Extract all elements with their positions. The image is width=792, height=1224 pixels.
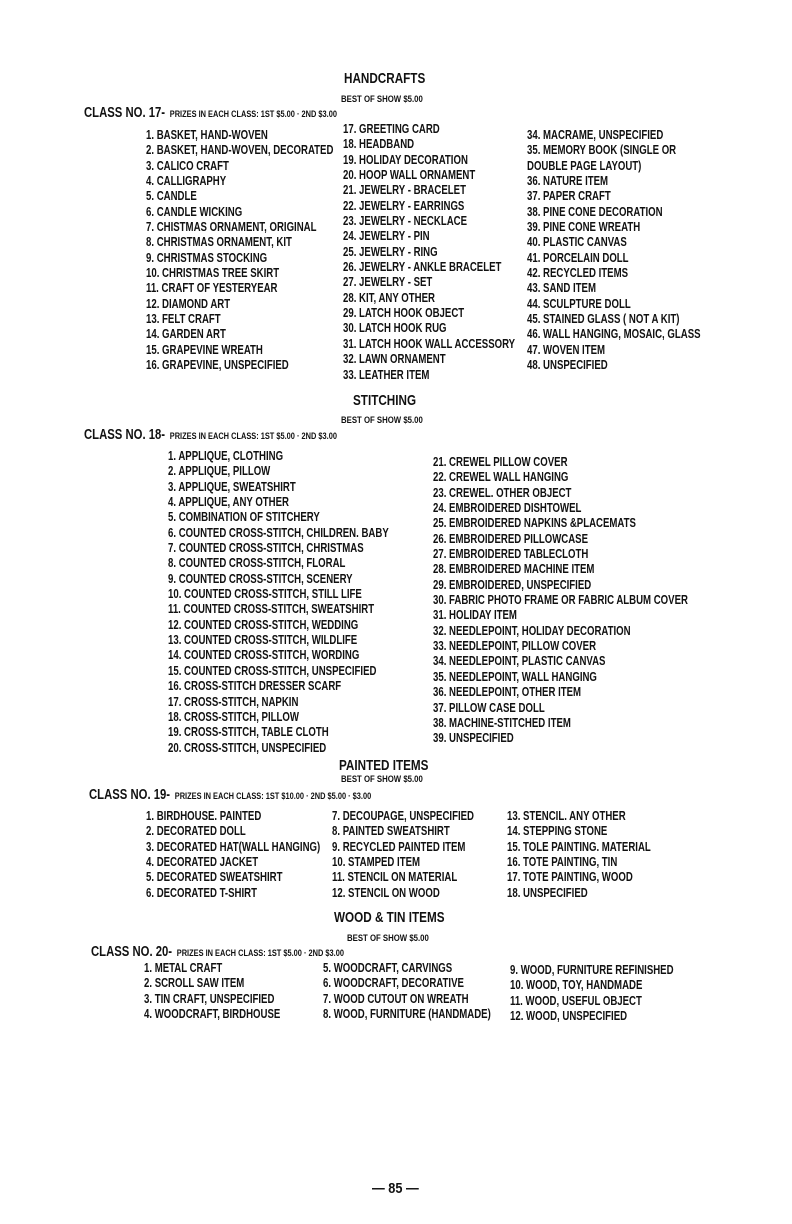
list-item: 16. TOTE PAINTING, TIN: [507, 854, 618, 870]
list-item: 11. COUNTED CROSS-STITCH, SWEATSHIRT: [168, 601, 375, 617]
best-of-show-handcrafts: BEST OF SHOW $5.00: [341, 94, 423, 105]
list-item: 42. RECYCLED ITEMS: [527, 265, 629, 281]
list-item: 23. CREWEL. OTHER OBJECT: [433, 484, 572, 500]
list-item: 22. CREWEL WALL HANGING: [433, 469, 569, 485]
list-item: 9. CHRISTMAS STOCKING: [146, 249, 268, 265]
list-item: 31. LATCH HOOK WALL ACCESSORY: [343, 335, 516, 351]
list-item: 13. COUNTED CROSS-STITCH, WILDLIFE: [168, 632, 358, 648]
list-item: 47. WOVEN ITEM: [527, 341, 606, 357]
list-item: 45. STAINED GLASS ( NOT A KIT): [527, 311, 680, 327]
list-item: 17. CROSS-STITCH, NAPKIN: [168, 693, 299, 709]
list-item: 13. STENCIL. ANY OTHER: [507, 808, 626, 823]
list-item: 19. HOLIDAY DECORATION: [343, 151, 468, 167]
list-item: 4. DECORATED JACKET: [146, 854, 259, 870]
list-item: 37. PAPER CRAFT: [527, 188, 611, 204]
list-item: 36. NATURE ITEM: [527, 173, 609, 189]
list-item: 18. UNSPECIFIED: [507, 884, 588, 900]
list-item: 23. JEWELRY - NECKLACE: [343, 213, 468, 229]
list-item: 18. HEADBAND: [343, 136, 415, 152]
list-item: 11. CRAFT OF YESTERYEAR: [146, 280, 278, 296]
list-item: 8. CHRISTMAS ORNAMENT, KIT: [146, 234, 292, 250]
prizes-text: PRIZES IN EACH CLASS: 1ST $5.00 · 2ND $3.00: [169, 109, 337, 120]
list-item: 32. NEEDLEPOINT, HOLIDAY DECORATION: [433, 622, 631, 638]
list-item: 5. CANDLE: [146, 188, 197, 204]
list-item: 6. WOODCRAFT, DECORATIVE: [323, 975, 464, 991]
list-item: 2. APPLIQUE, PILLOW: [168, 463, 271, 479]
list-item: 30. LATCH HOOK RUG: [343, 320, 447, 336]
list-item: 3. DECORATED HAT(WALL HANGING): [146, 838, 321, 854]
list-item: 48. UNSPECIFIED: [527, 357, 608, 373]
list-item: 5. DECORATED SWEATSHIRT: [146, 869, 283, 885]
list-item: 25. EMBROIDERED NAPKINS &PLACEMATS: [433, 515, 636, 531]
list-item: 12. STENCIL ON WOOD: [332, 884, 440, 900]
list-item: 34. MACRAME, UNSPECIFIED: [527, 127, 664, 142]
list-item: 2. BASKET, HAND-WOVEN, DECORATED: [146, 142, 334, 158]
list-item: 4. WOODCRAFT, BIRDHOUSE: [144, 1006, 281, 1022]
list-item: 44. SCULPTURE DOLL: [527, 295, 631, 311]
item-column-20a: [144, 960, 328, 1021]
list-item: 29. EMBROIDERED, UNSPECIFIED: [433, 576, 592, 592]
section-title-handcrafts: HANDCRAFTS: [344, 70, 426, 87]
list-item: 10. COUNTED CROSS-STITCH, STILL LIFE: [168, 586, 362, 602]
list-item: 1. BASKET, HAND-WOVEN: [146, 127, 268, 142]
list-item: 39. PINE CONE WREATH: [527, 219, 641, 235]
list-item: 5. WOODCRAFT, CARVINGS: [323, 960, 453, 975]
prizes-text: PRIZES IN EACH CLASS: 1ST $5.00 · 2ND $3.00: [169, 431, 337, 442]
class-label-19: [89, 787, 371, 803]
list-item: 14. GARDEN ART: [146, 326, 226, 342]
list-item: 1. METAL CRAFT: [144, 960, 223, 975]
list-item: 11. WOOD, USEFUL OBJECT: [510, 992, 642, 1008]
list-item: 12. DIAMOND ART: [146, 295, 231, 311]
list-item: 6. CANDLE WICKING: [146, 203, 243, 219]
list-item: 9. COUNTED CROSS-STITCH, SCENERY: [168, 570, 353, 586]
list-item: 20. HOOP WALL ORNAMENT: [343, 167, 476, 183]
class-number: CLASS NO. 19-: [89, 787, 171, 803]
list-item: 28. KIT, ANY OTHER: [343, 289, 435, 305]
section-title-painted-items: PAINTED ITEMS: [339, 757, 429, 774]
list-item: 1. APPLIQUE, CLOTHING: [168, 448, 284, 463]
class-label-20: [91, 944, 344, 960]
list-item: 8. COUNTED CROSS-STITCH, FLORAL: [168, 555, 346, 571]
list-item: 19. CROSS-STITCH, TABLE CLOTH: [168, 724, 329, 740]
item-column-19b: [332, 808, 524, 900]
list-item: 28. EMBROIDERED MACHINE ITEM: [433, 561, 595, 577]
list-item: 8. WOOD, FURNITURE (HANDMADE): [323, 1006, 491, 1022]
list-item: 43. SAND ITEM: [527, 280, 596, 296]
list-item: 11. STENCIL ON MATERIAL: [332, 869, 458, 885]
list-item: 22. JEWELRY - EARRINGS: [343, 197, 465, 213]
list-item: 30. FABRIC PHOTO FRAME OR FABRIC ALBUM COVER: [433, 592, 688, 608]
best-of-show-stitching: BEST OF SHOW $5.00: [341, 415, 423, 426]
best-of-show-wood-tin: BEST OF SHOW $5.00: [347, 933, 429, 944]
list-item: 26. EMBROIDERED PILLOWCASE: [433, 530, 589, 546]
list-item: 7. DECOUPAGE, UNSPECIFIED: [332, 808, 475, 823]
list-item: 18. CROSS-STITCH, PILLOW: [168, 708, 299, 724]
list-item: 33. NEEDLEPOINT, PILLOW COVER: [433, 638, 597, 654]
list-item: 14. STEPPING STONE: [507, 823, 608, 839]
list-item: 35. MEMORY BOOK (SINGLE OR DOUBLE PAGE LAYOUT): [527, 142, 677, 173]
list-item: 32. LAWN ORNAMENT: [343, 351, 446, 367]
list-item: 39. UNSPECIFIED: [433, 730, 514, 746]
list-item: 9. WOOD, FURNITURE REFINISHED: [510, 962, 674, 977]
list-item: 17. TOTE PAINTING, WOOD: [507, 869, 633, 885]
list-item: 17. GREETING CARD: [343, 121, 440, 136]
list-item: 27. JEWELRY - SET: [343, 274, 433, 290]
list-item: 20. CROSS-STITCH, UNSPECIFIED: [168, 739, 327, 755]
list-item: 38. PINE CONE DECORATION: [527, 203, 663, 219]
prizes-text: PRIZES IN EACH CLASS: 1ST $10.00 · 2ND $5.00 · $3.00: [174, 791, 372, 802]
list-item: 33. LEATHER ITEM: [343, 366, 430, 382]
list-item: 27. EMBROIDERED TABLECLOTH: [433, 546, 589, 562]
list-item: 9. RECYCLED PAINTED ITEM: [332, 838, 466, 854]
list-item: 2. DECORATED DOLL: [146, 823, 246, 839]
list-item: 10. STAMPED ITEM: [332, 854, 421, 870]
list-item: 8. PAINTED SWEATSHIRT: [332, 823, 450, 839]
list-item: 34. NEEDLEPOINT, PLASTIC CANVAS: [433, 653, 606, 669]
list-item: 10. WOOD, TOY, HANDMADE: [510, 977, 643, 993]
list-item: 7. CHISTMAS ORNAMENT, ORIGINAL: [146, 219, 317, 235]
list-item: 12. WOOD, UNSPECIFIED: [510, 1008, 628, 1024]
list-item: 6. COUNTED CROSS-STITCH, CHILDREN. BABY: [168, 524, 389, 540]
list-item: 3. APPLIQUE, SWEATSHIRT: [168, 478, 296, 494]
class-number: CLASS NO. 17-: [84, 105, 166, 121]
list-item: 37. PILLOW CASE DOLL: [433, 699, 545, 715]
list-item: 5. COMBINATION OF STITCHERY: [168, 509, 320, 525]
list-item: 4. APPLIQUE, ANY OTHER: [168, 494, 289, 510]
list-item: 24. JEWELRY - PIN: [343, 228, 430, 244]
list-item: 16. GRAPEVINE, UNSPECIFIED: [146, 357, 289, 373]
section-title-stitching: STITCHING: [353, 392, 417, 409]
class-number: CLASS NO. 18-: [84, 427, 166, 443]
list-item: 7. WOOD CUTOUT ON WREATH: [323, 990, 469, 1006]
item-column-18b: [433, 454, 778, 746]
list-item: 16. CROSS-STITCH DRESSER SCARF: [168, 678, 342, 694]
class-label-18: [84, 427, 337, 443]
list-item: 7. COUNTED CROSS-STITCH, CHRISTMAS: [168, 540, 364, 556]
list-item: 25. JEWELRY - RING: [343, 243, 438, 259]
list-item: 15. COUNTED CROSS-STITCH, UNSPECIFIED: [168, 662, 377, 678]
list-item: 3. TIN CRAFT, UNSPECIFIED: [144, 990, 275, 1006]
list-item: 10. CHRISTMAS TREE SKIRT: [146, 265, 280, 281]
class-number: CLASS NO. 20-: [91, 944, 173, 960]
list-item: 2. SCROLL SAW ITEM: [144, 975, 245, 991]
page-number: — 85 —: [372, 1180, 419, 1197]
best-of-show-painted: BEST OF SHOW $5.00: [341, 774, 423, 785]
list-item: 3. CALICO CRAFT: [146, 157, 229, 173]
class-label-17: [84, 105, 337, 121]
list-item: 40. PLASTIC CANVAS: [527, 234, 627, 250]
list-item: 12. COUNTED CROSS-STITCH, WEDDING: [168, 616, 359, 632]
list-item: 14. COUNTED CROSS-STITCH, WORDING: [168, 647, 360, 663]
prizes-text: PRIZES IN EACH CLASS: 1ST $5.00 · 2ND $3.00: [176, 948, 344, 959]
list-item: 13. FELT CRAFT: [146, 311, 221, 327]
list-item: 46. WALL HANGING, MOSAIC, GLASS: [527, 326, 701, 342]
item-column-17c: [527, 127, 782, 373]
list-item: 24. EMBROIDERED DISHTOWEL: [433, 500, 582, 516]
list-item: 21. CREWEL PILLOW COVER: [433, 454, 568, 469]
item-column-19c: [507, 808, 701, 900]
list-item: 4. CALLIGRAPHY: [146, 173, 227, 189]
item-column-20c: [510, 962, 731, 1023]
list-item: 38. MACHINE-STITCHED ITEM: [433, 714, 571, 730]
list-item: 35. NEEDLEPOINT, WALL HANGING: [433, 668, 597, 684]
list-item: 29. LATCH HOOK OBJECT: [343, 305, 465, 321]
list-item: 41. PORCELAIN DOLL: [527, 249, 629, 265]
list-item: 15. TOLE PAINTING. MATERIAL: [507, 838, 651, 854]
list-item: 36. NEEDLEPOINT, OTHER ITEM: [433, 684, 582, 700]
list-item: 1. BIRDHOUSE. PAINTED: [146, 808, 262, 823]
section-title-wood-tin: WOOD & TIN ITEMS: [334, 909, 445, 926]
list-item: 15. GRAPEVINE WREATH: [146, 341, 263, 357]
list-item: 21. JEWELRY - BRACELET: [343, 182, 466, 198]
list-item: 26. JEWELRY - ANKLE BRACELET: [343, 259, 502, 275]
item-column-18a: [168, 448, 466, 755]
list-item: 6. DECORATED T-SHIRT: [146, 884, 257, 900]
list-item: 31. HOLIDAY ITEM: [433, 607, 517, 623]
